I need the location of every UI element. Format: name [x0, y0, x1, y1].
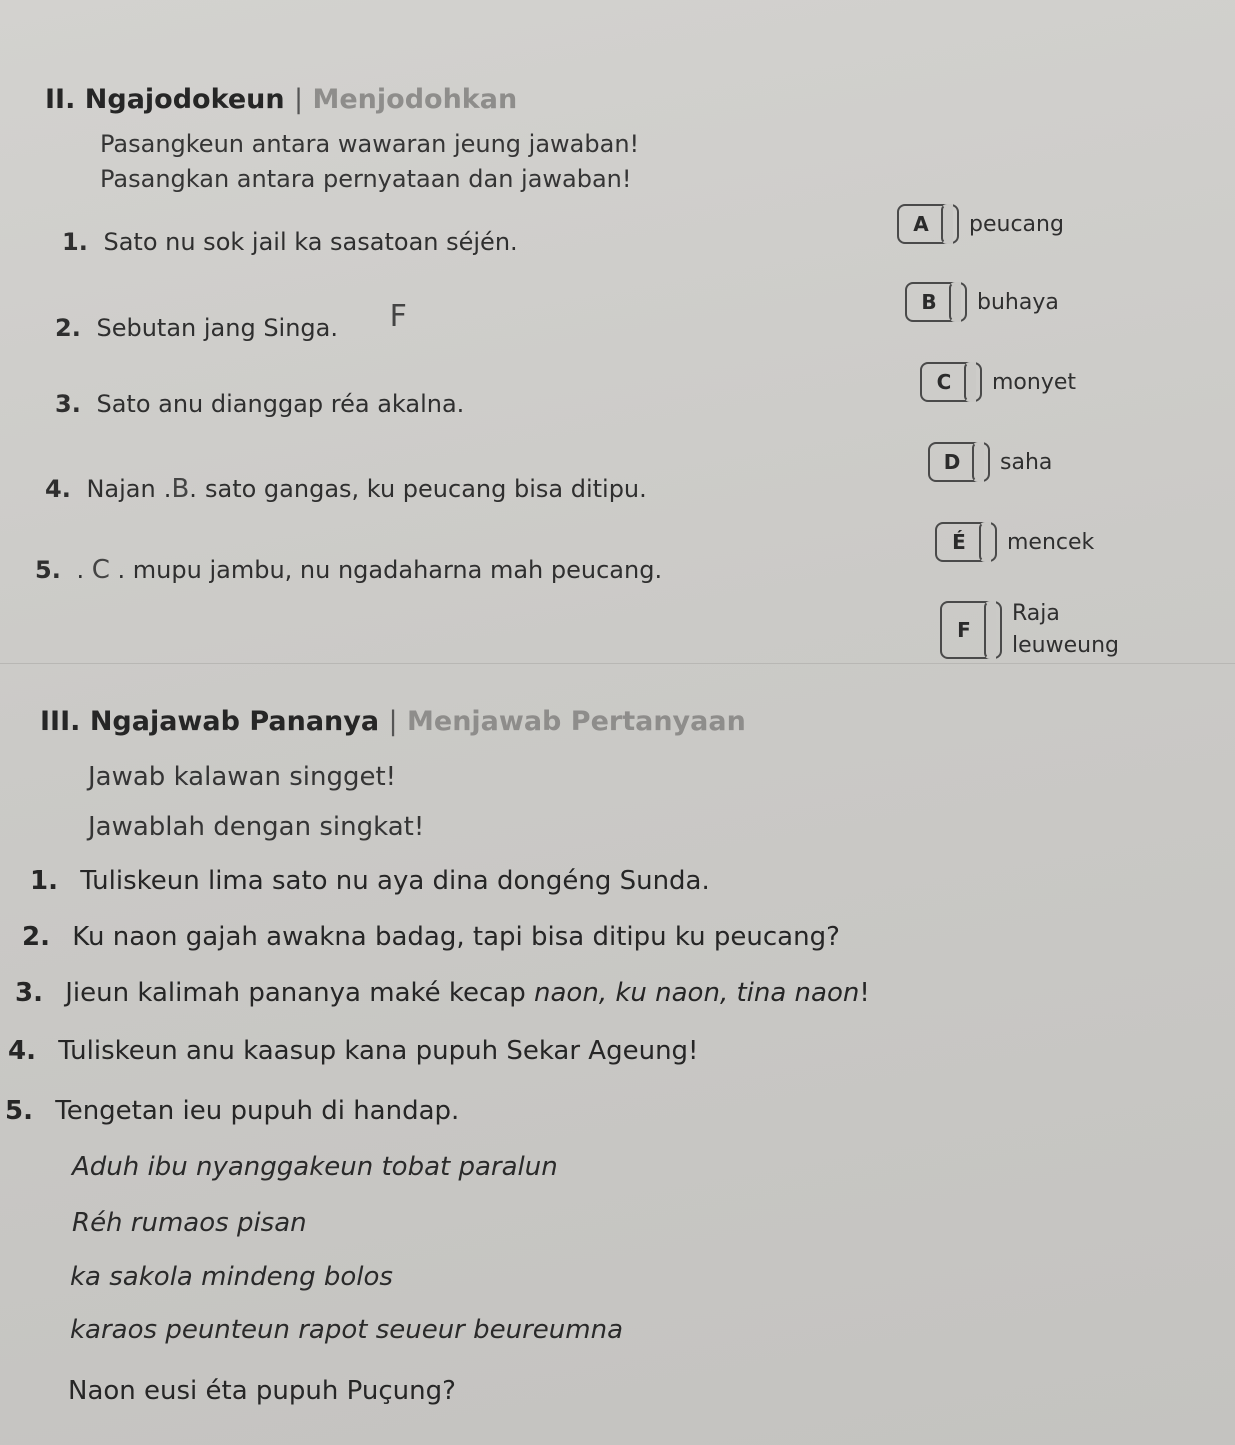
option-e	[935, 522, 1094, 562]
matching-item-2	[55, 299, 407, 344]
item-text-after: sato gangas, ku peucang bisa ditipu.	[205, 475, 647, 503]
question-text: Jieun kalimah pananya maké kecap	[65, 978, 535, 1008]
option-c	[920, 362, 1076, 402]
closing-question: Naon eusi éta pupuh Puçung?	[68, 1376, 456, 1406]
matching-item-3	[55, 390, 464, 418]
section-3-number: III.	[40, 706, 81, 737]
section-2-number: II.	[45, 84, 76, 115]
question-text: Ku naon gajah awakna badag, tapi bisa ditipu ku peucang?	[72, 922, 840, 952]
option-f	[940, 598, 1119, 662]
question-1	[30, 866, 710, 896]
question-3	[15, 978, 870, 1008]
option-letter-box: D	[928, 442, 990, 482]
section-2-title: Ngajodokeun	[84, 84, 285, 115]
poem-line-2: Réh rumaos pisan	[72, 1208, 307, 1238]
question-number: 1.	[30, 866, 58, 896]
question-text: Tengetan ieu pupuh di handap.	[55, 1096, 460, 1126]
item-text: Sato nu sok jail ka sasatoan séjén.	[103, 228, 518, 256]
option-label: peucang	[969, 211, 1064, 237]
poem-line-3: ka sakola mindeng bolos	[70, 1262, 393, 1292]
item-number: 4.	[45, 475, 71, 503]
section-3-instruction-indonesian: Jawablah dengan singkat!	[88, 812, 425, 842]
option-letter-box: É	[935, 522, 997, 562]
matching-item-4	[45, 474, 647, 504]
option-label-line-2: leuweung	[1012, 633, 1119, 658]
section-2-instruction-sundanese: Pasangkeun antara wawaran jeung jawaban!	[100, 130, 640, 158]
handwritten-answer: B	[171, 474, 190, 504]
question-text: Tuliskeun anu kaasup kana pupuh Sekar Ageung!	[58, 1036, 699, 1066]
section-3-separator: |	[388, 706, 398, 737]
section-2-heading	[45, 84, 517, 115]
handwritten-answer: C	[91, 555, 110, 585]
section-2-separator: |	[293, 84, 304, 115]
question-2	[22, 922, 840, 952]
section-divider	[0, 663, 1235, 664]
option-label: saha	[1000, 449, 1053, 475]
section-2-instruction-indonesian: Pasangkan antara pernyataan dan jawaban!	[100, 165, 632, 193]
option-letter-box: A	[897, 204, 959, 244]
matching-item-1	[62, 228, 518, 256]
matching-item-5	[35, 555, 662, 585]
item-text-after: mupu jambu, nu ngadaharna mah peucang.	[132, 556, 663, 584]
item-text: Sebutan jang Singa.	[96, 314, 339, 342]
option-b	[905, 282, 1059, 322]
option-letter-box: C	[920, 362, 982, 402]
item-text: Sato anu dianggap réa akalna.	[96, 390, 465, 418]
handwritten-answer: F	[389, 299, 407, 334]
question-number: 5.	[5, 1096, 33, 1126]
question-5	[5, 1096, 459, 1126]
option-label: buhaya	[977, 289, 1059, 315]
section-3-instruction-sundanese: Jawab kalawan singget!	[88, 762, 397, 792]
question-text: Tuliskeun lima sato nu aya dina dongéng Sunda.	[80, 866, 710, 896]
option-a	[897, 204, 1064, 244]
option-label: mencek	[1007, 529, 1095, 555]
question-4	[8, 1036, 698, 1066]
question-number: 4.	[8, 1036, 36, 1066]
question-text-italic: naon, ku naon, tina naon	[534, 978, 860, 1008]
answer-blank: .B.	[163, 474, 197, 504]
answer-blank: . C .	[76, 555, 126, 585]
option-d	[928, 442, 1052, 482]
poem-line-4: karaos peunteun rapot seueur beureumna	[70, 1315, 624, 1345]
item-number: 3.	[55, 390, 81, 418]
question-text-end: !	[859, 978, 870, 1008]
item-number: 1.	[62, 228, 88, 256]
section-3-subtitle: Menjawab Pertanyaan	[407, 706, 746, 737]
option-label: monyet	[992, 369, 1077, 395]
item-number: 2.	[55, 314, 81, 342]
option-letter-box: B	[905, 282, 967, 322]
item-number: 5.	[35, 556, 61, 584]
section-3-heading	[40, 706, 746, 737]
poem-line-1: Aduh ibu nyanggakeun tobat paralun	[72, 1152, 558, 1182]
option-letter-box: F	[940, 601, 1002, 659]
section-3-title: Ngajawab Pananya	[89, 706, 380, 737]
item-text-before: Najan	[86, 475, 156, 503]
question-number: 3.	[15, 978, 43, 1008]
section-2-subtitle: Menjodohkan	[312, 84, 518, 115]
question-number: 2.	[22, 922, 50, 952]
option-label-line-1: Raja	[1012, 601, 1060, 626]
